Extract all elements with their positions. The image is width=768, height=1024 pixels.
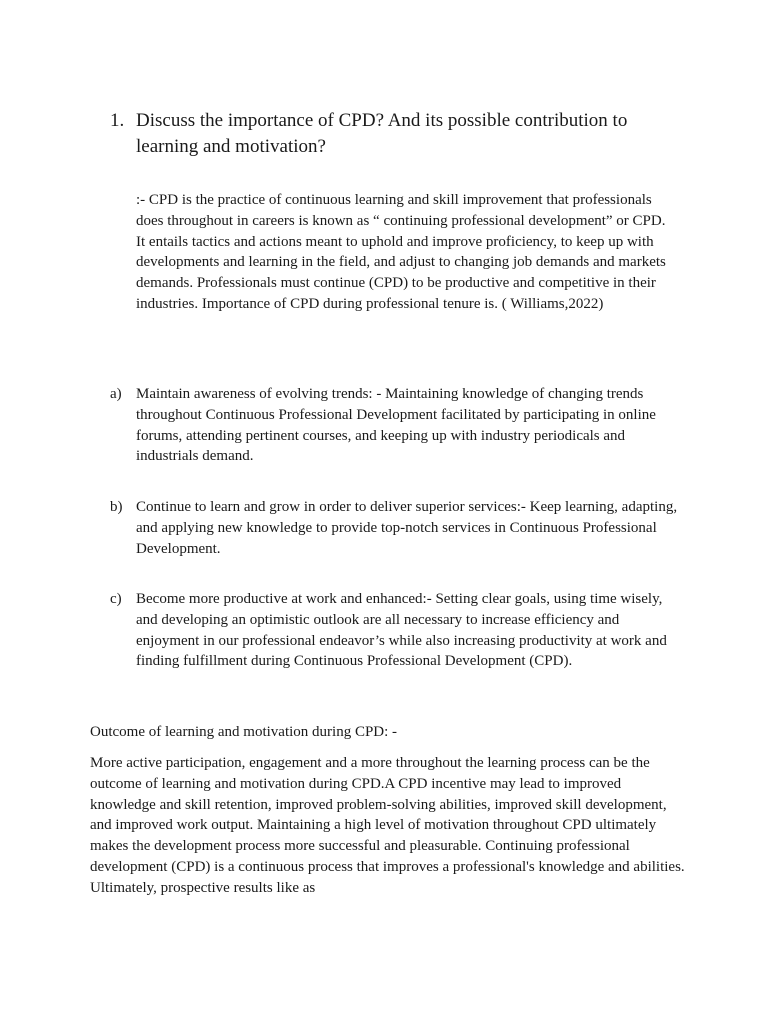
list-marker: a) (110, 386, 122, 402)
list-item-text: Become more productive at work and enhanced:- Setting clear goals, using time wisely, and developing an optimistic outlook are all necessary to increase efficiency and enjoyment in our professional endeavor’s while also increasing productivity at work and finding fulfillment during Continuous Professional Development (CPD). (136, 591, 667, 670)
intro-paragraph: :- CPD is the practice of continuous learning and skill improvement that professionals does throughout in careers is known as “ continuing professional development” or CPD. It entails tactics and actions meant to uphold and improve proficiency, to keep up with developments and learning in the field, and adjust to changing job demands and markets demands. Professionals must continue (CPD) to be productive and competitive in their industries. Importance of CPD during professional tenure is. ( Williams,2022) (136, 192, 666, 312)
outcome-heading: Outcome of learning and motivation during CPD: - (90, 724, 398, 740)
list-marker: c) (110, 591, 122, 607)
outcome-paragraph: More active participation, engagement and a more throughout the learning process can be the outcome of learning and motivation during CPD.A CPD incentive may lead to improved knowledge and skill retention, improved problem-solving abilities, improved skill development, and improved work output. Maintaining a high level of motivation throughout CPD ultimately makes the development process more successful and pleasurable. Continuing professional development (CPD) is a continuous process that improves a professional's knowledge and abilities. Ultimately, prospective results like as (90, 755, 685, 896)
list-item-a (110, 384, 680, 467)
question-text: Discuss the importance of CPD? And its possible contribution to learning and motivation? (136, 110, 628, 157)
list-item-b (110, 497, 680, 559)
list-marker: b) (110, 499, 123, 515)
list-item-text: Maintain awareness of evolving trends: - Maintaining knowledge of changing trends throughout Continuous Professional Development facilitated by participating in online forums, attending pertinent courses, and keeping up with industry periodicals and industrials demand. (136, 386, 656, 465)
list-item-text: Continue to learn and grow in order to deliver superior services:- Keep learning, adapting, and applying new knowledge to provide top-notch services in Continuous Professional Development. (136, 499, 678, 557)
question-number: 1. (110, 110, 125, 131)
list-item-c (110, 589, 680, 672)
question-heading (110, 108, 680, 160)
